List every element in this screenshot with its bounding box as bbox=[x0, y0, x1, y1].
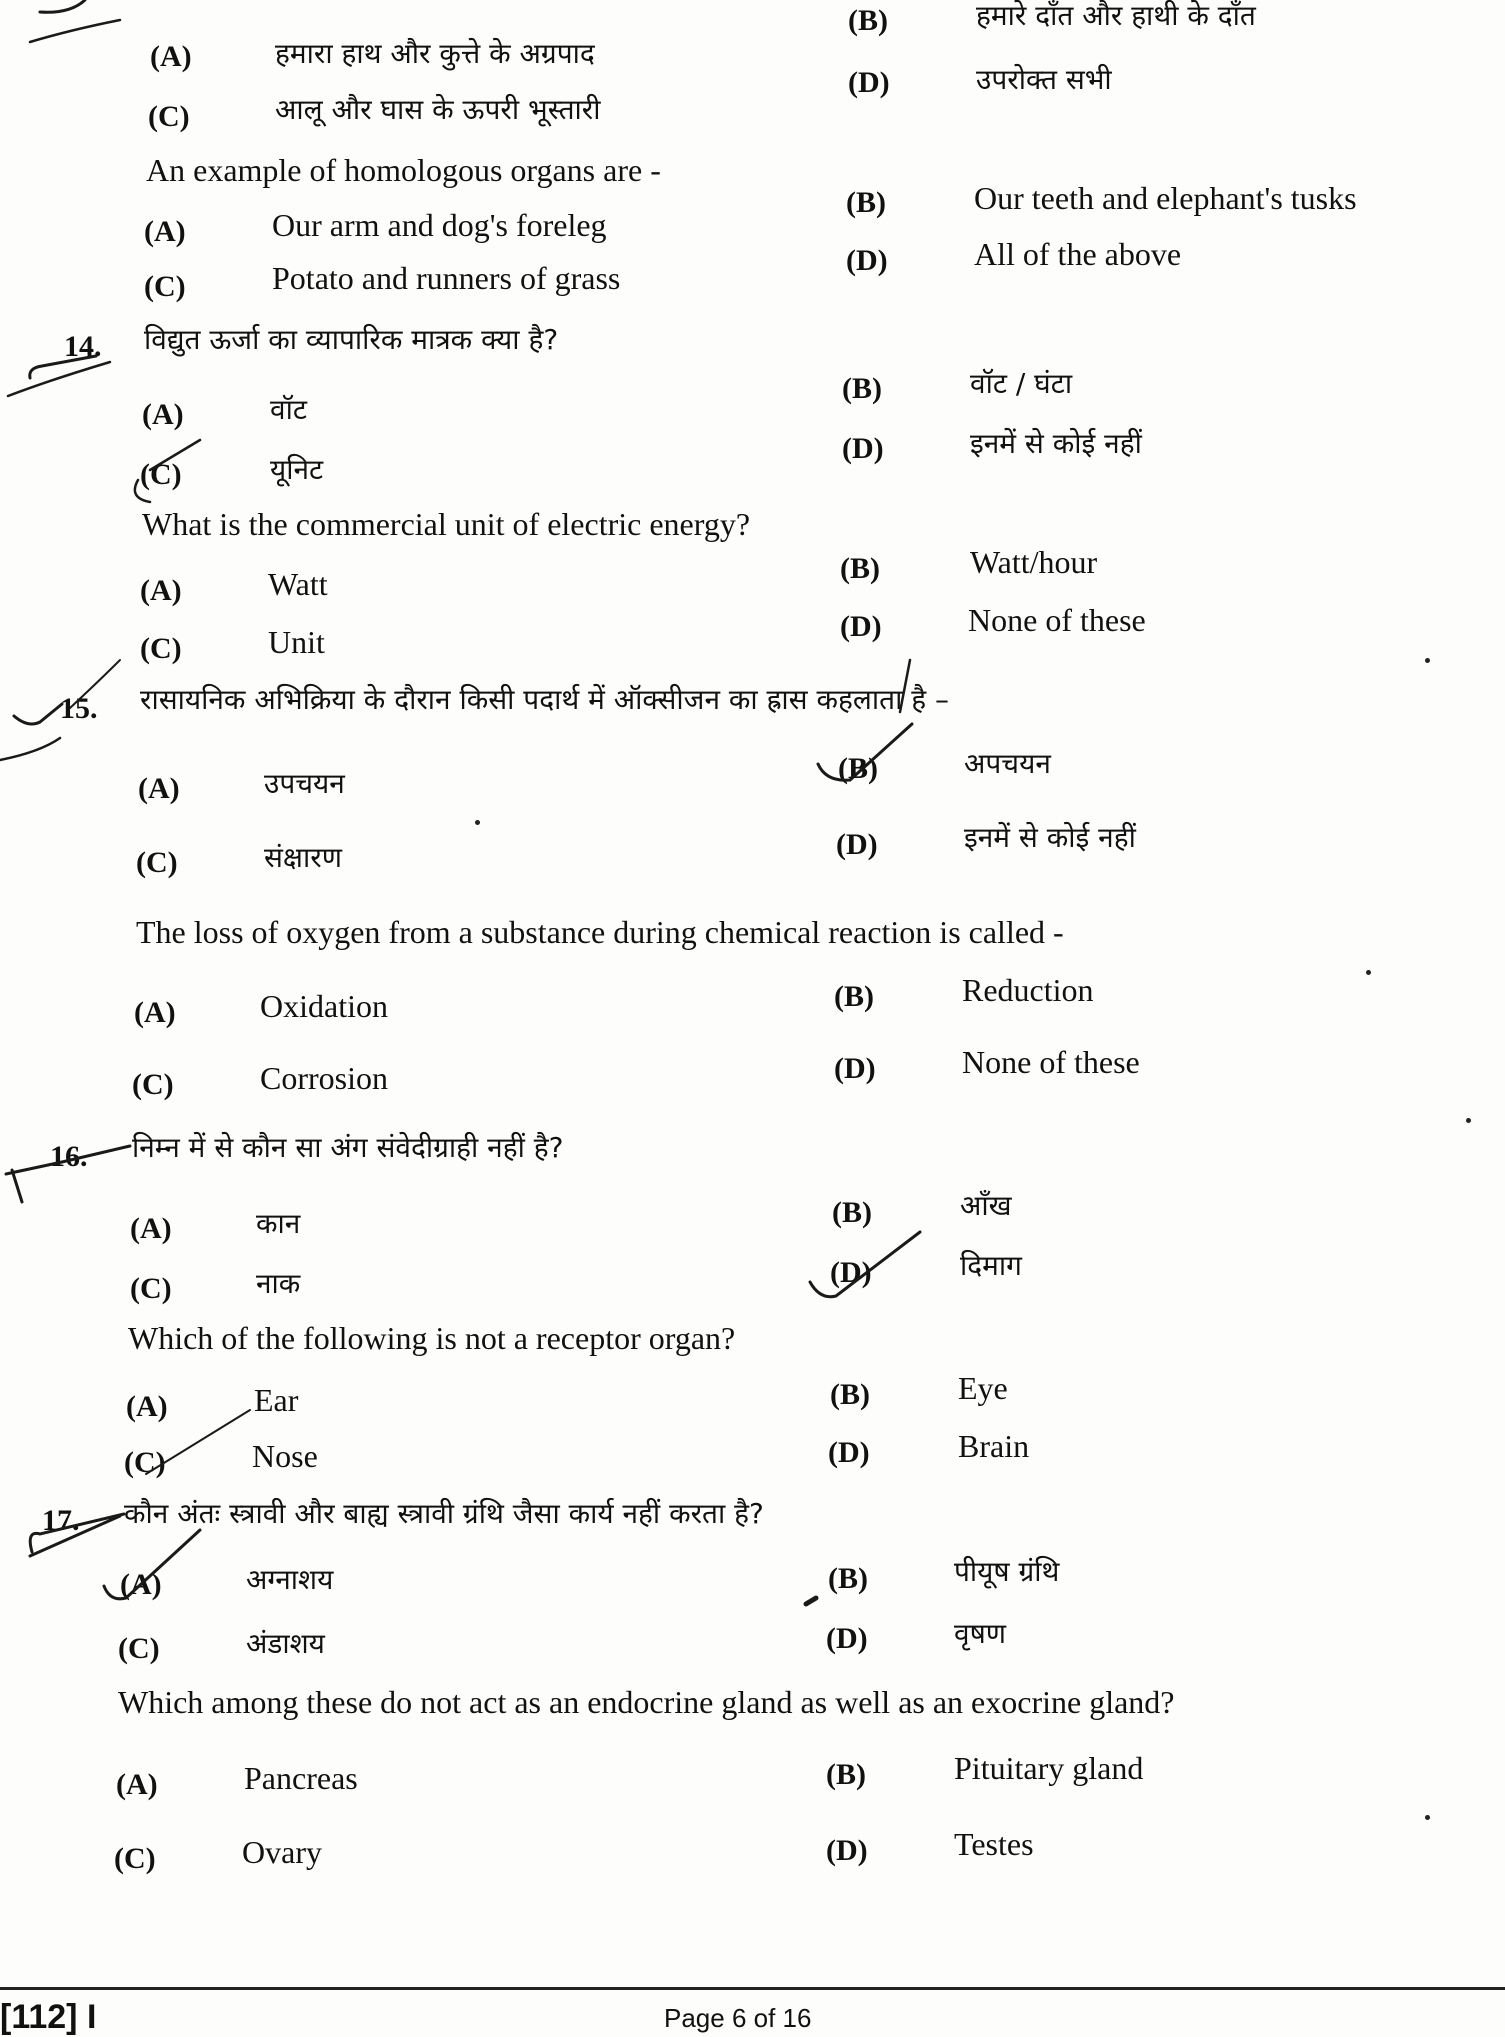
q13-en-option-d-text: All of the above bbox=[974, 236, 1182, 272]
q15-hi-option-b-letter: (B) bbox=[838, 752, 878, 785]
page-number: Page 6 of 16 bbox=[664, 2003, 812, 2033]
q14-hi-option-d-letter: (D) bbox=[842, 432, 884, 465]
q16-hi-option-a-text: कान bbox=[256, 1207, 301, 1240]
q14-en-option-d-letter: (D) bbox=[840, 610, 882, 643]
q14-en-option-a-letter: (A) bbox=[140, 574, 182, 607]
underline-stroke-icon bbox=[0, 738, 60, 760]
q15-hi-option-a-text: उपचयन bbox=[264, 767, 345, 800]
q13-hi-option-a-letter: (A) bbox=[150, 40, 192, 73]
q15-en-option-c-letter: (C) bbox=[132, 1068, 174, 1101]
q16-hi-option-c-letter: (C) bbox=[130, 1272, 172, 1305]
q17-hi-stem: कौन अंतः स्त्रावी और बाह्य स्त्रावी ग्रंथि जैसा कार्य नहीं करता है? bbox=[124, 1497, 764, 1530]
q17-hi-option-b-text: पीयूष ग्रंथि bbox=[954, 1555, 1060, 1588]
q14-en-option-c-letter: (C) bbox=[140, 632, 182, 665]
q13-en-stem: An example of homologous organs are - bbox=[146, 152, 661, 188]
underline-stroke-icon bbox=[8, 362, 110, 396]
q17-en-option-c-text: Ovary bbox=[242, 1834, 322, 1870]
q15-en-option-c-text: Corrosion bbox=[260, 1060, 388, 1096]
q14-hi-option-c-letter: (C) bbox=[140, 458, 182, 491]
q17-hi-option-c-text: अंडाशय bbox=[246, 1627, 325, 1660]
q17-hi-option-d-letter: (D) bbox=[826, 1622, 868, 1655]
q14-en-stem: What is the commercial unit of electric energy? bbox=[142, 506, 751, 542]
q13-hi-option-d-letter: (D) bbox=[848, 66, 890, 99]
q17-hi-option-c-letter: (C) bbox=[118, 1632, 160, 1665]
q17-hi-option-a-text: अग्नाशय bbox=[246, 1563, 334, 1596]
q14-en-option-a-text: Watt bbox=[268, 566, 328, 602]
q16-en-option-b-text: Eye bbox=[958, 1370, 1008, 1406]
q14-hi-option-d-text: इनमें से कोई नहीं bbox=[970, 427, 1142, 460]
underline-stroke-icon bbox=[30, 20, 120, 42]
q17-hi-option-b-letter: (B) bbox=[828, 1562, 868, 1595]
q16-en-stem: Which of the following is not a receptor organ? bbox=[128, 1320, 736, 1356]
q15-en-option-d-text: None of these bbox=[962, 1044, 1140, 1080]
q15-hi-stem: रासायनिक अभिक्रिया के दौरान किसी पदार्थ में ऑक्सीजन का ह्रास कहलाता है – bbox=[140, 683, 949, 716]
q14-en-option-b-text: Watt/hour bbox=[970, 544, 1098, 580]
q16-number: 16. bbox=[50, 1140, 88, 1173]
scan-dot bbox=[1366, 970, 1371, 975]
q15-en-stem: The loss of oxygen from a substance during chemical reaction is called - bbox=[136, 914, 1064, 950]
q13-hi-option-a-text: हमारा हाथ और कुत्ते के अग्रपाद bbox=[275, 37, 595, 70]
q14-en-option-c-text: Unit bbox=[268, 624, 325, 660]
q13-en-option-a-text: Our arm and dog's foreleg bbox=[272, 207, 607, 243]
q13-hi-option-b-letter: (B) bbox=[848, 4, 888, 37]
q14-hi-option-c-text: यूनिट bbox=[270, 453, 324, 486]
q16-hi-option-d-text: दिमाग bbox=[960, 1249, 1022, 1282]
q17-en-stem: Which among these do not act as an endocrine gland as well as an exocrine gland? bbox=[118, 1684, 1175, 1720]
scan-dot bbox=[475, 820, 480, 825]
q15-hi-option-a-letter: (A) bbox=[138, 772, 180, 805]
scan-dot bbox=[1425, 658, 1430, 663]
tick-mark-icon bbox=[14, 704, 62, 724]
scan-dot bbox=[1466, 1118, 1471, 1123]
q15-hi-option-c-letter: (C) bbox=[136, 846, 178, 879]
q13-hi-option-c-letter: (C) bbox=[148, 100, 190, 133]
q16-hi-stem: निम्न में से कौन सा अंग संवेदीग्राही नहीं है? bbox=[132, 1131, 564, 1164]
q15-en-option-d-letter: (D) bbox=[834, 1052, 876, 1085]
q15-en-option-a-letter: (A) bbox=[134, 996, 176, 1029]
q17-en-option-a-letter: (A) bbox=[116, 1768, 158, 1801]
q15-number: 15. bbox=[60, 692, 98, 725]
q13-hi-option-c-text: आलू और घास के ऊपरी भूस्तारी bbox=[275, 93, 601, 126]
q14-en-option-d-text: None of these bbox=[968, 602, 1146, 638]
q15-en-option-a-text: Oxidation bbox=[260, 988, 388, 1024]
q14-number: 14. bbox=[64, 330, 102, 363]
q15-hi-option-d-text: इनमें से कोई नहीं bbox=[964, 821, 1136, 854]
ink-dot-icon bbox=[806, 1598, 816, 1604]
q14-hi-option-a-letter: (A) bbox=[142, 398, 184, 431]
q17-en-option-b-text: Pituitary gland bbox=[954, 1750, 1144, 1786]
q14-hi-option-a-text: वॉट bbox=[270, 393, 307, 426]
q13-en-option-b-text: Our teeth and elephant's tusks bbox=[974, 180, 1357, 216]
q16-hi-option-b-letter: (B) bbox=[832, 1196, 872, 1229]
q15-hi-option-c-text: संक्षारण bbox=[264, 841, 342, 874]
q14-hi-option-b-letter: (B) bbox=[842, 372, 882, 405]
q16-hi-option-b-text: आँख bbox=[960, 1189, 1012, 1222]
q17-number: 17. bbox=[42, 1504, 80, 1537]
q16-en-option-c-letter: (C) bbox=[124, 1446, 166, 1479]
q13-hi-option-d-text: उपरोक्त सभी bbox=[976, 63, 1112, 96]
tick-mark-icon bbox=[40, 0, 85, 12]
footer-rule bbox=[0, 1987, 1505, 1990]
q15-en-option-b-letter: (B) bbox=[834, 980, 874, 1013]
q16-hi-option-d-letter: (D) bbox=[830, 1256, 872, 1289]
q17-en-option-d-text: Testes bbox=[954, 1826, 1034, 1862]
paper-code: [112] I bbox=[0, 1998, 97, 2036]
q16-en-option-c-text: Nose bbox=[252, 1438, 318, 1474]
q16-hi-option-c-text: नाक bbox=[256, 1267, 301, 1300]
q16-en-option-d-text: Brain bbox=[958, 1428, 1030, 1464]
q17-en-option-a-text: Pancreas bbox=[244, 1760, 358, 1796]
scan-dot bbox=[1425, 1815, 1430, 1820]
q15-en-option-b-text: Reduction bbox=[962, 972, 1094, 1008]
q15-hi-option-d-letter: (D) bbox=[836, 828, 878, 861]
q13-en-option-b-letter: (B) bbox=[846, 186, 886, 219]
q13-en-option-c-text: Potato and runners of grass bbox=[272, 260, 621, 296]
q14-hi-stem: विद्युत ऊर्जा का व्यापारिक मात्रक क्या है? bbox=[144, 323, 559, 356]
q13-en-option-d-letter: (D) bbox=[846, 244, 888, 277]
q17-hi-option-d-text: वृषण bbox=[954, 1617, 1006, 1650]
q13-en-option-a-letter: (A) bbox=[144, 215, 186, 248]
q13-en-option-c-letter: (C) bbox=[144, 270, 186, 303]
q17-en-option-c-letter: (C) bbox=[114, 1842, 156, 1875]
q14-en-option-b-letter: (B) bbox=[840, 552, 880, 585]
q13-hi-option-b-text: हमारे दाँत और हाथी के दाँत bbox=[976, 0, 1256, 32]
q17-en-option-b-letter: (B) bbox=[826, 1758, 866, 1791]
q15-hi-option-b-text: अपचयन bbox=[964, 747, 1051, 780]
q16-en-option-a-letter: (A) bbox=[126, 1390, 168, 1423]
q17-hi-option-a-letter: (A) bbox=[120, 1568, 162, 1601]
q16-en-option-b-letter: (B) bbox=[830, 1378, 870, 1411]
q16-hi-option-a-letter: (A) bbox=[130, 1212, 172, 1245]
q16-en-option-a-text: Ear bbox=[254, 1382, 299, 1418]
q16-en-option-d-letter: (D) bbox=[828, 1436, 870, 1469]
q14-hi-option-b-text: वॉट / घंटा bbox=[970, 367, 1073, 400]
q17-en-option-d-letter: (D) bbox=[826, 1834, 868, 1867]
